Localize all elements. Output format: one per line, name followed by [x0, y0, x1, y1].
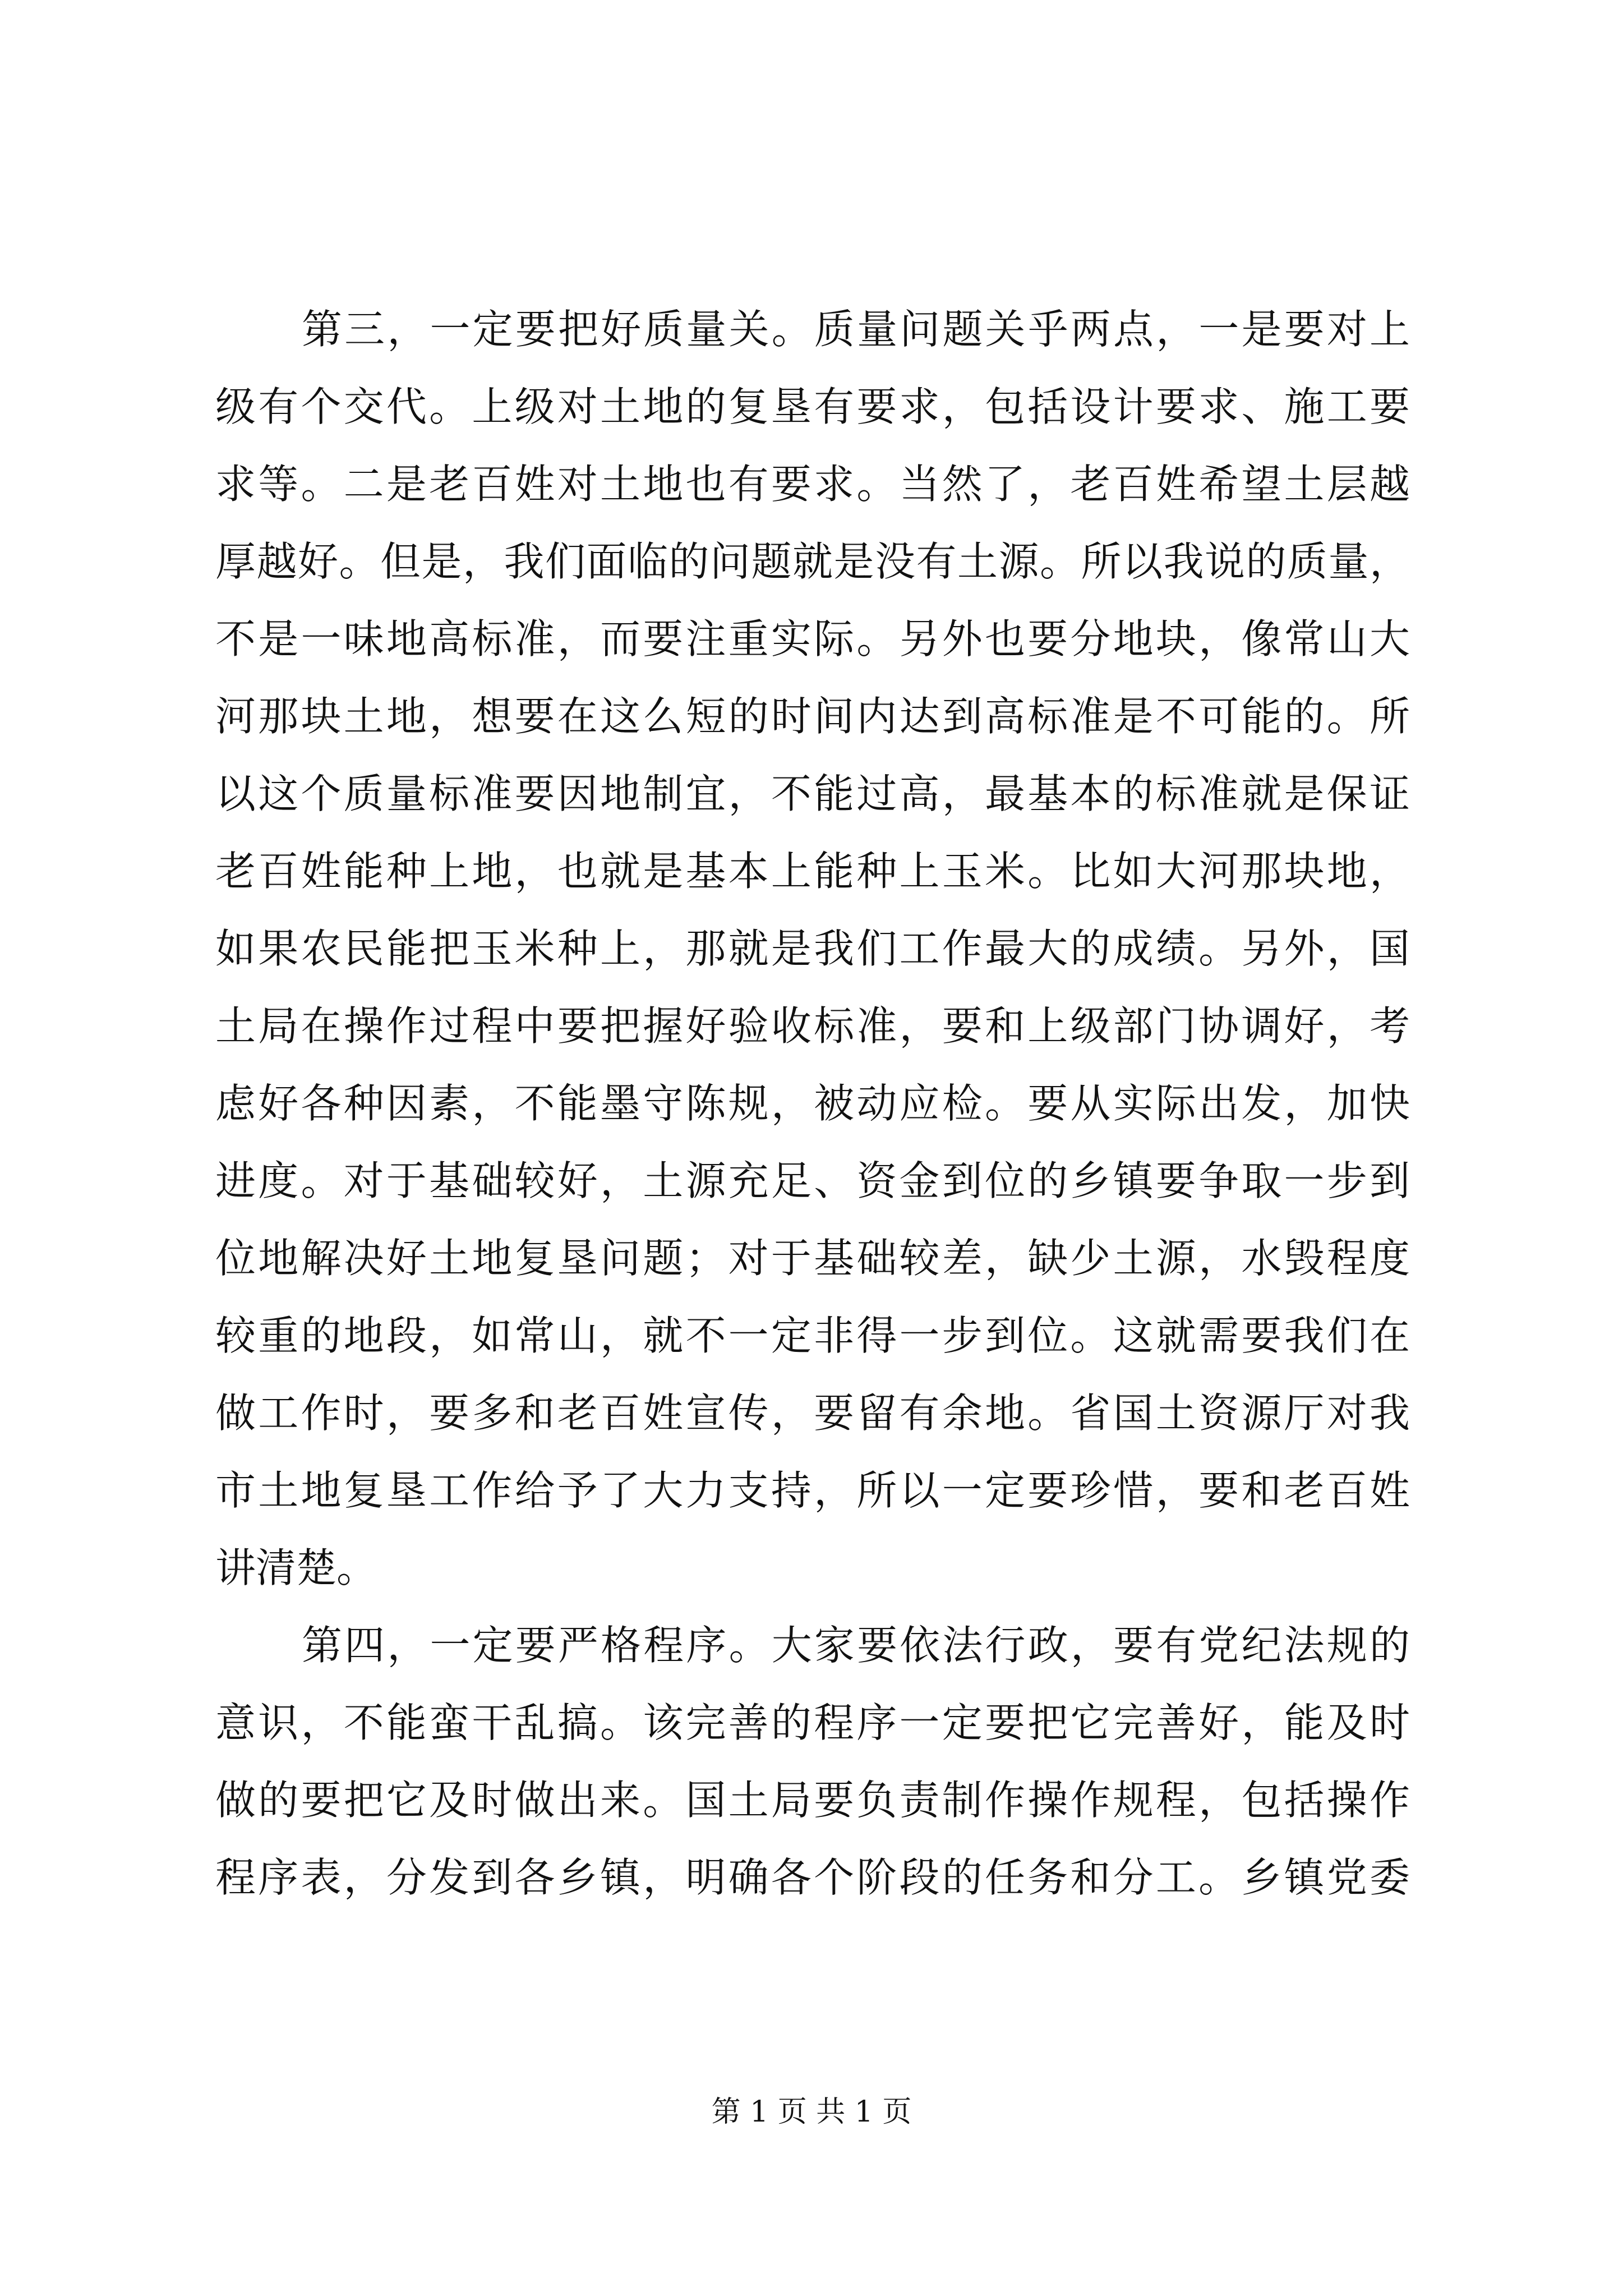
paragraph-2-line-2: 意识，不能蛮干乱搞。该完善的程序一定要把它完善好，能及时 — [215, 1699, 1410, 1746]
paragraph-1-line-17: 讲清楚。 — [215, 1544, 377, 1591]
paragraph-1-line-10: 土局在操作过程中要把握好验收标准，要和上级部门协调好，考 — [215, 1002, 1410, 1050]
paragraph-1-line-8: 老百姓能种上地，也就是基本上能种上玉米。比如大河那块地， — [215, 848, 1410, 895]
paragraph-1-line-14: 较重的地段，如常山，就不一定非得一步到位。这就需要我们在 — [215, 1312, 1410, 1359]
paragraph-1-line-6: 河那块土地，想要在这么短的时间内达到高标准是不可能的。所 — [215, 693, 1410, 740]
paragraph-1-line-12: 进度。对于基础较好，土源充足、资金到位的乡镇要争取一步到 — [215, 1157, 1410, 1204]
page-footer: 第 1 页 共 1 页 — [711, 2095, 912, 2129]
paragraph-2-line-4: 程序表，分发到各乡镇，明确各个阶段的任务和分工。乡镇党委 — [215, 1854, 1410, 1901]
paragraph-1-line-9: 如果农民能把玉米种上，那就是我们工作最大的成绩。另外，国 — [215, 925, 1410, 972]
paragraph-1-line-3: 求等。二是老百姓对土地也有要求。当然了，老百姓希望土层越 — [215, 461, 1410, 508]
paragraph-1-line-4: 厚越好。但是，我们面临的问题就是没有土源。所以我说的质量， — [215, 538, 1410, 585]
paragraph-1-line-13: 位地解决好土地复垦问题；对于基础较差，缺少土源，水毁程度 — [215, 1235, 1410, 1282]
paragraph-1-line-5: 不是一味地高标准，而要注重实际。另外也要分地块，像常山大 — [215, 615, 1410, 662]
paragraph-1-line-2: 级有个交代。上级对土地的复垦有要求，包括设计要求、施工要 — [215, 383, 1410, 430]
paragraph-2-line-3: 做的要把它及时做出来。国土局要负责制作操作规程，包括操作 — [215, 1777, 1410, 1824]
paragraph-1-line-16: 市土地复垦工作给予了大力支持，所以一定要珍惜，要和老百姓 — [215, 1467, 1410, 1514]
paragraph-2-line-1: 第四，一定要严格程序。大家要依法行政，要有党纪法规的 — [302, 1622, 1410, 1669]
paragraph-1-line-15: 做工作时，要多和老百姓宣传，要留有余地。省国土资源厅对我 — [215, 1389, 1410, 1437]
paragraph-1-line-7: 以这个质量标准要因地制宜，不能过高，最基本的标准就是保证 — [215, 770, 1410, 817]
paragraph-1-line-1: 第三，一定要把好质量关。质量问题关乎两点，一是要对上 — [302, 306, 1410, 353]
paragraph-1-line-11: 虑好各种因素，不能墨守陈规，被动应检。要从实际出发，加快 — [215, 1080, 1410, 1127]
